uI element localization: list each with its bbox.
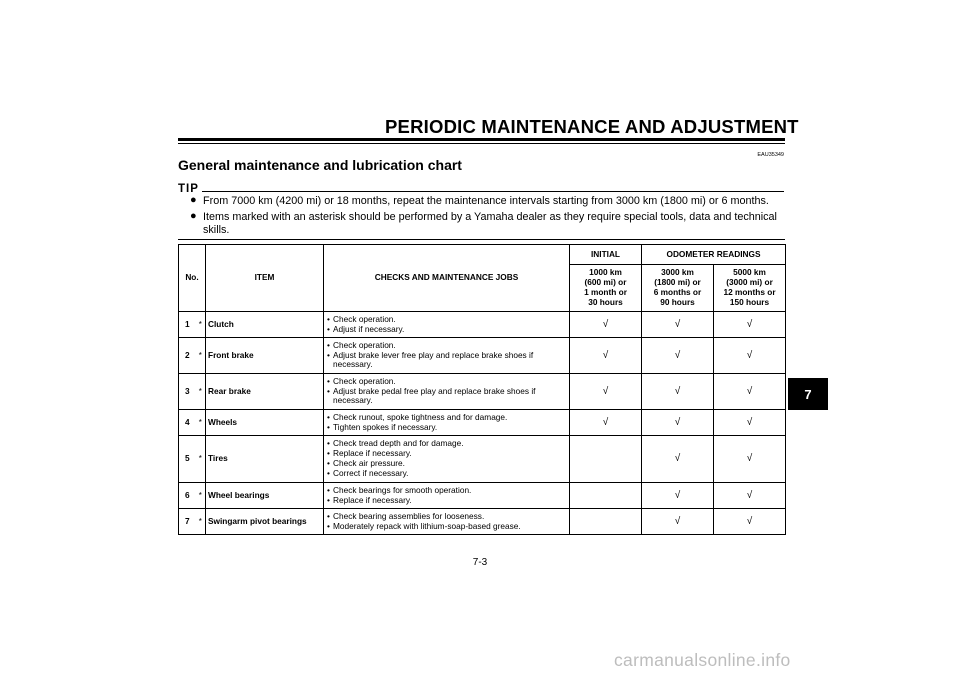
tip-rule: [202, 191, 784, 192]
title-rule-thin: [178, 143, 785, 144]
table-row: 2 * Front brake • Check operation. • Adjust brake lever free play and replace brake shoes if necessary. √ √ √: [179, 338, 786, 374]
header-odometer: ODOMETER READINGS: [642, 245, 786, 265]
header-initial: INITIAL: [570, 245, 642, 265]
table-row: 4 * Wheels • Check runout, spoke tightness and for damage. • Tighten spokes if necessary. √ √ √: [179, 410, 786, 436]
header-jobs: CHECKS AND MAINTENANCE JOBS: [324, 245, 570, 312]
section-code: EAU35349: [757, 152, 784, 158]
bullet-icon: ●: [190, 194, 197, 206]
tip-label: TIP: [178, 183, 199, 195]
bullet-icon: ●: [190, 209, 197, 222]
page-number: 7-3: [472, 557, 488, 568]
table-row: 6 * Wheel bearings • Check bearings for smooth operation. • Replace if necessary. √ √: [179, 483, 786, 509]
page-title: PERIODIC MAINTENANCE AND ADJUSTMENT: [385, 116, 799, 137]
table-row: 7 * Swingarm pivot bearings • Check bearing assemblies for looseness. • Moderately repack with lithium-soap-based grease. √ √: [179, 509, 786, 535]
tip-end-rule: [178, 239, 785, 240]
header-item: ITEM: [206, 245, 324, 312]
maintenance-chart: [178, 244, 786, 535]
header-interval-3: 5000 km (3000 mi) or 12 months or 150 hours: [714, 265, 786, 312]
table-row: 5 * Tires • Check tread depth and for damage. • Replace if necessary. • Check air pressure. • Correct if necessary. √ √: [179, 436, 786, 483]
table-row: 1 * Clutch • Check operation. • Adjust if necessary. √ √ √: [179, 312, 786, 338]
header-interval-1: 1000 km (600 mi) or 1 month or 30 hours: [570, 265, 642, 312]
watermark-text: carmanualsonline.info: [614, 650, 791, 670]
tip-list: [190, 195, 786, 240]
title-rule: [178, 138, 785, 141]
header-no: No.: [179, 245, 206, 312]
tip-item: ● From 7000 km (4200 mi) or 18 months, repeat the maintenance intervals starting from 3000 km (1800 mi) or 6 months.: [190, 194, 769, 207]
chapter-tab: 7: [788, 378, 828, 410]
table-row: 3 * Rear brake • Check operation. • Adjust brake pedal free play and replace brake shoes if necessary. √ √ √: [179, 374, 786, 410]
section-title: General maintenance and lubrication chart: [178, 157, 462, 173]
header-interval-2: 3000 km (1800 mi) or 6 months or 90 hours: [642, 265, 714, 312]
tip-item: ● Items marked with an asterisk should be performed by a Yamaha dealer as they require special tools, data and technical skills.: [190, 209, 777, 236]
